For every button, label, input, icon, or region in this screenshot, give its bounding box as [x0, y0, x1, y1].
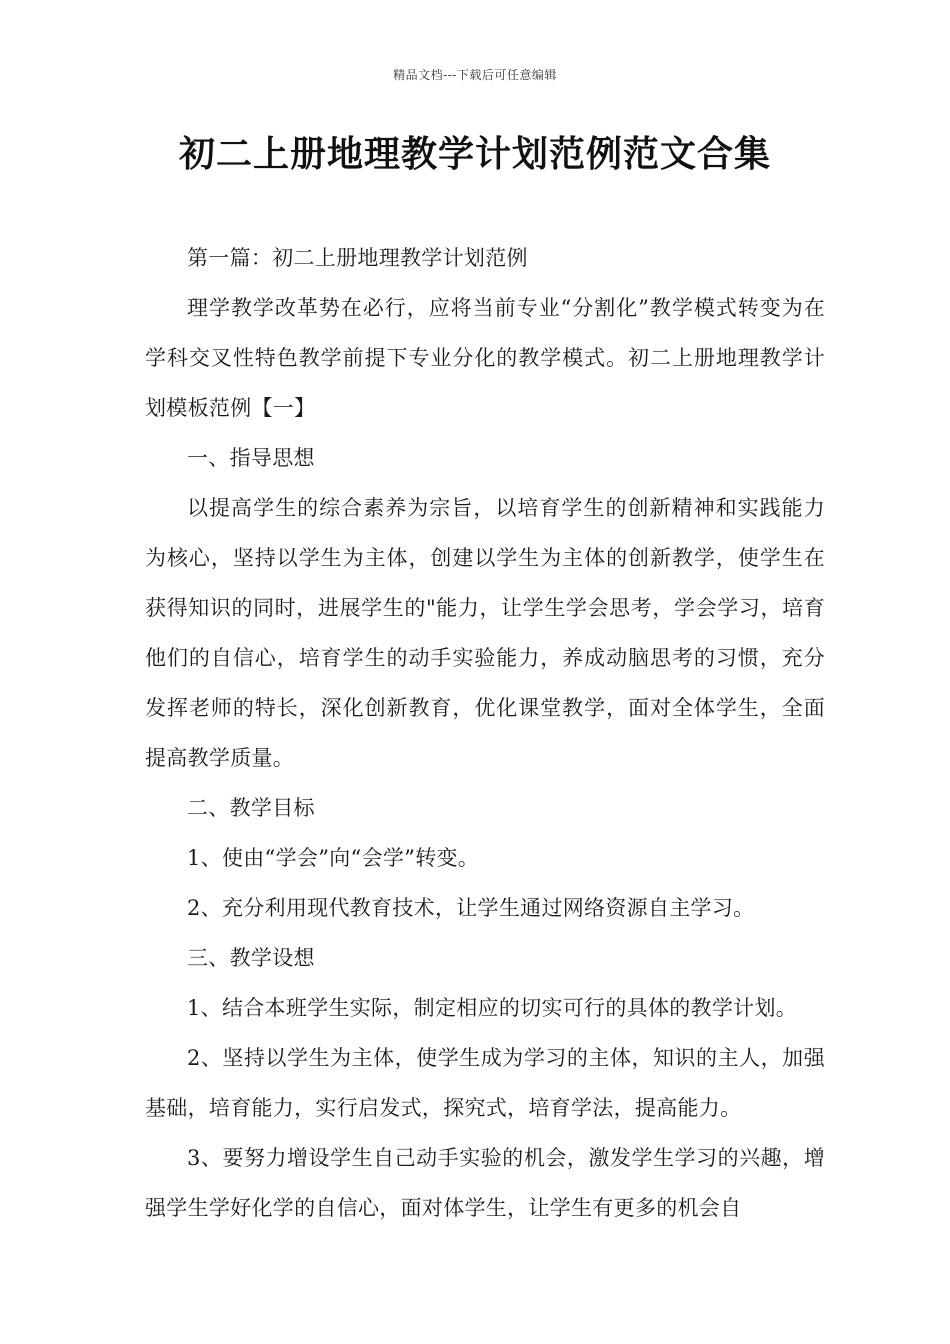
document-title: 初二上册地理教学计划范例范文合集 [178, 133, 771, 175]
list-item-goal-1: 1、使由“学会”向“会学”转变。 [187, 846, 480, 870]
section-heading-teaching-goals: 二、教学目标 [187, 796, 315, 820]
document-body [145, 233, 825, 1233]
section-heading-teaching-ideas: 三、教学设想 [187, 946, 315, 970]
paragraph-guiding-thought: 以提高学生的综合素养为宗旨，以培育学生的创新精神和实践能力为核心，坚持以学生为主体，创建以学生为主体的创新教学，使学生在获得知识的同时，进展学生的"能力，让学生学会思考，学会学习，培育他们的自信心，培育学生的动手实验能力，养成动脑思考的习惯，充分发挥老师的特长，深化创新教育，优化课堂教学，面对全体学生，全面提高教学质量。 [145, 496, 825, 770]
list-item-idea-1: 1、结合本班学生实际，制定相应的切实可行的具体的教学计划。 [187, 996, 798, 1020]
paragraph-intro: 理学教学改革势在必行，应将当前专业“分割化”教学模式转变为在学科交叉性特色教学前提下专业分化的教学模式。初二上册地理教学计划模板范例【一】 [145, 296, 825, 420]
section-heading-guiding-thought: 一、指导思想 [187, 446, 315, 470]
section-heading-part-one: 第一篇：初二上册地理教学计划范例 [187, 246, 528, 270]
list-item-goal-2: 2、充分利用现代教育技术，让学生通过网络资源自主学习。 [187, 896, 755, 920]
page-header-note: 精品文档---下载后可任意编辑 [393, 68, 557, 82]
list-item-idea-3: 3、要努力增设学生自己动手实验的机会，激发学生学习的兴趣，增强学生学好化学的自信心，面对体学生，让学生有更多的机会自 [145, 1146, 825, 1220]
list-item-idea-2: 2、坚持以学生为主体，使学生成为学习的主体，知识的主人，加强基础，培育能力，实行启发式，探究式，培育学法，提高能力。 [145, 1046, 825, 1120]
